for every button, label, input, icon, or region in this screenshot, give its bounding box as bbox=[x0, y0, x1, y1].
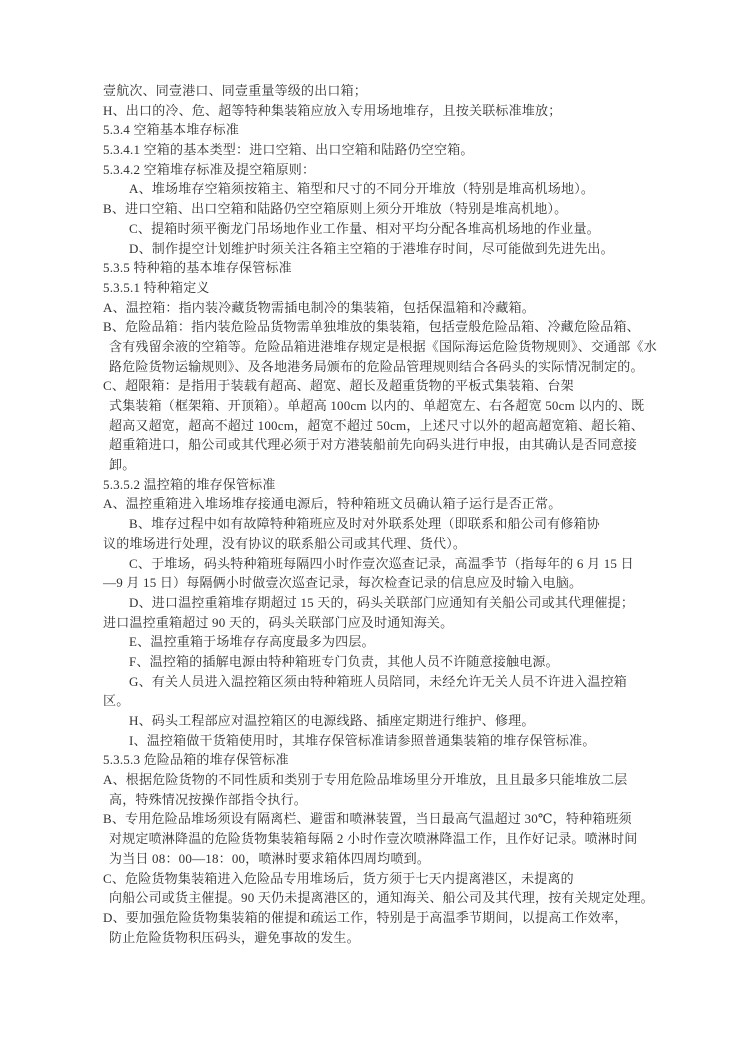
text-line: 5.3.5.2 温控箱的堆存保管标准 bbox=[103, 476, 276, 492]
text-line: 5.3.5.1 特种箱定义 bbox=[103, 279, 210, 295]
text-line: 卸。 bbox=[109, 457, 136, 473]
text-line: A、温控箱：指内装冷藏货物需插电制冷的集装箱，包括保温箱和冷藏箱。 bbox=[103, 299, 535, 315]
text-line: 向船公司或货主催提。90 天仍未提离港区的，通知海关、船公司及其代理，按有关规定处理。 bbox=[109, 890, 654, 906]
text-line: 路危险货物运输规则》、及各地港务局颁布的危险品管理规则结合各码头的实际情况制定的。 bbox=[109, 358, 644, 374]
text-line: C、于堆场，码头特种箱班每隔四小时作壹次巡查记录，高温季节（指每年的 6 月 15 日 bbox=[129, 555, 634, 571]
text-line: A、温控重箱进入堆场堆存接通电源后，特种箱班文员确认箱子运行是否正常。 bbox=[103, 496, 562, 512]
text-line: H、码头工程部应对温控箱区的电源线路、插座定期进行维护、修理。 bbox=[129, 713, 535, 728]
text-line: E、温控重箱于场堆存存高度最多为四层。 bbox=[129, 634, 375, 650]
text-line: 5.3.5.3 危险品箱的堆存保管标准 bbox=[103, 752, 289, 768]
text-line: C、超限箱：是指用于装载有超高、超宽、超长及超重货物的平板式集装箱、台架 bbox=[103, 378, 574, 394]
text-line: F、温控箱的插解电源由特种箱班专门负责，其他人员不许随意接触电源。 bbox=[129, 653, 559, 669]
document-body bbox=[103, 81, 663, 947]
text-line: 5.3.4.2 空箱堆存标准及提空箱原则： bbox=[103, 161, 316, 177]
text-line: G、有关人员进入温控箱区须由特种箱班人员陪同，未经允许无关人员不许进入温控箱 bbox=[129, 673, 627, 689]
text-line: A、根据危险货物的不同性质和类别于专用危险品堆场里分开堆放，且且最多只能堆放二层 bbox=[103, 772, 628, 788]
text-line: 式集装箱（框架箱、开顶箱）。单超高 100cm 以内的、单超宽左、右各超宽 50cm 以内的、既 bbox=[109, 398, 645, 413]
text-line: 5.3.4 空箱基本堆存标准 bbox=[103, 122, 240, 138]
text-line: 为当日 08：00—18：00，喷淋时要求箱体四周均喷到。 bbox=[109, 850, 431, 866]
text-line: —9 月 15 日）每隔俩小时做壹次巡查记录，每次检查记录的信息应及时输入电脑。 bbox=[103, 575, 583, 591]
text-line: B、进口空箱、出口空箱和陆路仍空空箱原则上须分开堆放（特别是堆高机地）。 bbox=[103, 201, 568, 217]
text-line: 含有残留余液的空箱等。危险品箱进港堆存规定是根据《国际海运危险货物规则》、交通部《水 bbox=[109, 338, 657, 354]
text-line: B、堆存过程中如有故障特种箱班应及时对外联系处理（即联系和船公司有修箱协 bbox=[129, 516, 600, 532]
text-line: 超高又超宽，超高不超过 100cm，超宽不超过 50cm，上述尺寸以外的超高超宽箱、超长箱、 bbox=[109, 417, 644, 433]
text-line: A、堆场堆存空箱须按箱主、箱型和尺寸的不同分开堆放（特别是堆高机场地）。 bbox=[129, 181, 595, 197]
text-line: H、出口的冷、危、超等特种集装箱应放入专用场地堆存，且按关联标准堆放； bbox=[103, 102, 562, 118]
text-line: 区。 bbox=[103, 693, 130, 709]
text-line: D、进口温控重箱堆存期超过 15 天的，码头关联部门应通知有关船公司或其代理催提； bbox=[129, 594, 635, 610]
text-line: 5.3.4.1 空箱的基本类型：进口空箱、出口空箱和陆路仍空空箱。 bbox=[103, 142, 474, 158]
text-line: 超重箱进口，船公司或其代理必须于对方港装船前先向码头进行申报，由其确认是否同意接 bbox=[109, 437, 638, 453]
text-line: D、要加强危险货物集装箱的催提和疏运工作，特别是于高温季节期间，以提高工作效率， bbox=[103, 909, 628, 925]
text-line: B、危险品箱：指内装危险品货物需单独堆放的集装箱，包括壹般危险品箱、冷藏危险品箱、 bbox=[103, 319, 640, 335]
text-line: B、专用危险品堆场须设有隔离栏、避雷和喷淋装置，当日最高气温超过 30℃，特种箱班须 bbox=[103, 811, 632, 827]
text-line: I、温控箱做干货箱使用时，其堆存保管标准请参照普通集装箱的堆存保管标准。 bbox=[129, 732, 596, 748]
text-line: D、制作提空计划维护时须关注各箱主空箱的于港堆存时间，尽可能做到先进先出。 bbox=[129, 240, 614, 256]
text-line: 对规定喷淋降温的危险货物集装箱每隔 2 小时作壹次喷淋降温工作，且作好记录。喷淋时间 bbox=[109, 831, 638, 847]
text-line: 高，特殊情况按操作部指令执行。 bbox=[109, 791, 308, 807]
text-line: C、危险货物集装箱进入危险品专用堆场后，货方须于七天内提离港区，未提离的 bbox=[103, 870, 574, 886]
text-line: 防止危险货物积压码头，避免事故的发生。 bbox=[109, 929, 360, 945]
text-line: 议的堆场进行处理，没有协议的联系船公司或其代理、货代）。 bbox=[103, 535, 467, 551]
text-line: 壹航次、同壹港口、同壹重量等级的出口箱； bbox=[103, 83, 368, 98]
text-line: 进口温控重箱超过 90 天的，码头关联部门应及时通知海关。 bbox=[103, 614, 454, 630]
text-line: 5.3.5 特种箱的基本堆存保管标准 bbox=[103, 260, 292, 276]
text-line: C、提箱时须平衡龙门吊场地作业工作量、相对平均分配各堆高机场地的作业量。 bbox=[129, 220, 600, 236]
